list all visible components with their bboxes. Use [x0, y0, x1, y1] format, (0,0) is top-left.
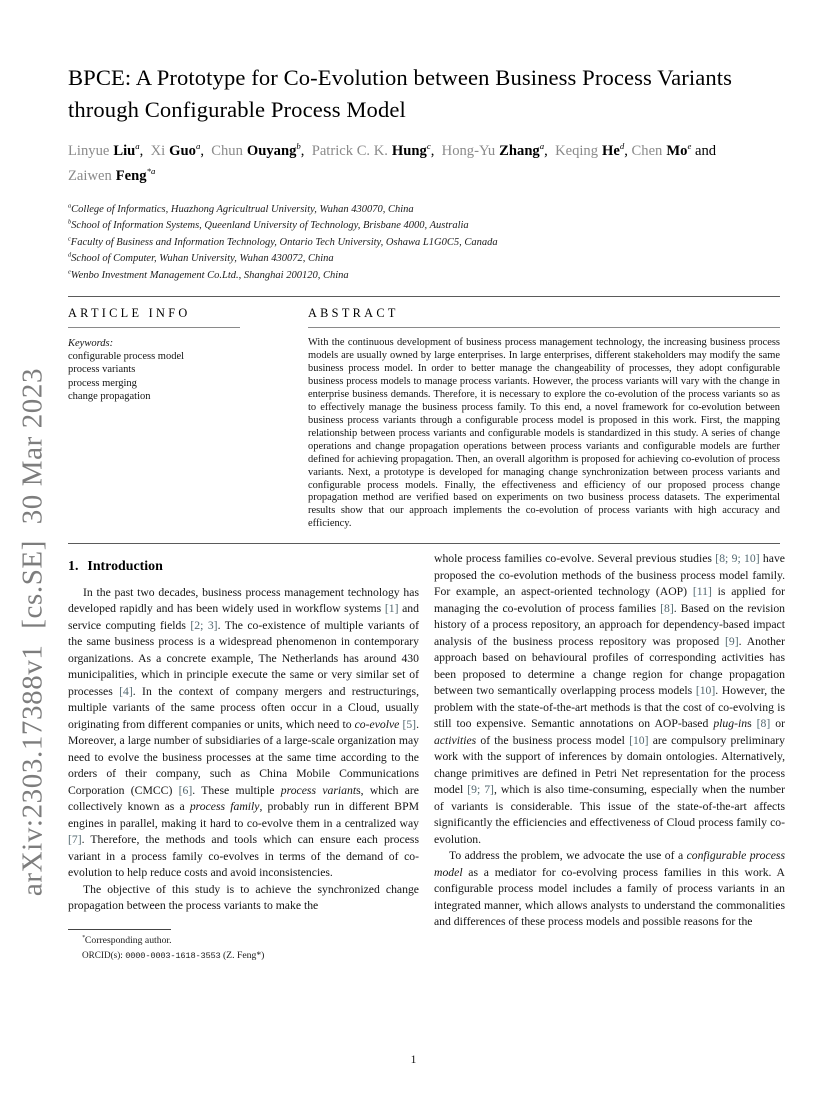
affiliation: [68, 218, 780, 234]
author: [632, 143, 720, 159]
author-separator: ,: [139, 143, 151, 159]
keyword-item: change propagation: [68, 390, 151, 402]
author-first-name: Patrick C. K.: [311, 143, 388, 159]
affiliation-mark: a: [68, 202, 72, 210]
author-separator: ,: [544, 143, 556, 159]
author-affiliation-mark: b: [296, 141, 301, 152]
keyword-item: process variants: [68, 364, 136, 376]
citation-link[interactable]: [5]: [402, 717, 417, 731]
corresponding-author-text: Corresponding author.: [84, 934, 172, 946]
text-run: . The co-existence of multiple variants of the same business process is a widespread phenomenon in contemporary organizations. As a concrete example, The Netherlands has around 430 municipalities, which in principle execute the same or very similar set of processes: [68, 618, 419, 698]
arxiv-watermark: arXiv:2303.17388v1 [cs.SE] 30 Mar 2023: [16, 367, 49, 897]
text-run: To address the problem, we advocate the use of a: [449, 849, 687, 863]
text-run: is applied for managing the co-evolution of process families: [434, 585, 786, 615]
orcid-label: ORCID(s):: [82, 950, 123, 961]
author: [68, 168, 155, 184]
text-run: The objective of this study is to achieve the synchronized change propagation between the process variants to make the: [68, 882, 419, 913]
text-run: . Therefore, the methods and tools which can ensure each process variant in a process family co-evolves in terms of the demand of co-evolution to help reduce costs and avoid inconsistencies.: [68, 833, 419, 880]
section-heading: [68, 559, 419, 576]
citation-link[interactable]: [11]: [692, 585, 712, 599]
abstract-text: With the continuous development of business process management technology, the increasing business process models are usually owned by large enterprises. In large enterprises, different stakeholders may modify the same business process model. In order to better manage the changeability of processes, they adopt configurable business process models to manage process variants. However, the process variants will vary with the change in enterprise business demands. Therefore, it is necessary to explore the co-evolution of the process variants so as to effectively manage the business process family. To this end, a novel framework for co-evolution between business process variants through a configurable process model is proposed in this work. First, the mapping relationship between process variants and configurable models is standardized in this study. A series of change operations and change propagation operations between process variants and configurable models are further defined for achieving propagation. Then, an overall algorithm is proposed for achieving co-evolution of process variants. Next, a prototype is developed for managing change synchronization between process variants and configurable process models. Finally, the effectiveness and efficiency of our proposed process change propagation method are verified based on experiments on two business process datasets. The experimental results show that our approach implements the co-evolution of process variants with high accuracy and efficiency.: [308, 337, 780, 530]
emphasis-text: plug-in: [713, 717, 748, 731]
divider-rule-body: [68, 543, 780, 544]
author-last-name: Liu: [113, 143, 136, 159]
author-affiliation-mark: c: [426, 141, 431, 152]
author-first-name: Hong-Yu: [441, 143, 496, 159]
author-last-name: Guo: [169, 143, 196, 159]
affiliation-text: Faculty of Business and Information Technology, Ontario Tech University, Oshawa L1G0C5, Canada: [70, 236, 498, 248]
text-run: . Moreover, a large number of subsidiaries of a large-scale organization may need to evolve the business processes at the same time according to the orders of their company, such as China Mobile Communications Corporation (CMCC): [68, 717, 419, 797]
footnote-rule: [68, 929, 171, 930]
author-separator: and: [691, 143, 720, 159]
author: [151, 143, 212, 159]
paper-title: BPCE: A Prototype for Co-Evolution between Business Process Variants through Configurable Process Model: [68, 65, 733, 122]
abstract-header: ABSTRACT: [308, 306, 780, 328]
author-affiliation-mark: e: [687, 141, 692, 152]
author-affiliation-mark: a: [195, 141, 201, 152]
info-abstract-block: [68, 306, 780, 531]
affiliation-mark: e: [68, 268, 71, 276]
author: [442, 143, 555, 159]
text-run: . However, the problem with the state-of-the-art methods is that the cost of co-evolving is still too expensive. Semantic annotations on AOP-based: [434, 684, 785, 731]
orcid-number[interactable]: 0000-0003-1618-3553: [125, 951, 221, 962]
text-run: whole process families co-evolve. Several previous studies: [434, 552, 716, 566]
author-last-name: He: [602, 143, 620, 159]
affiliation-text: School of Computer, Wuhan University, Wuhan 430072, China: [71, 253, 334, 265]
author: [211, 143, 311, 159]
affiliation-text: College of Informatics, Huazhong Agricultrual University, Wuhan 430070, China: [71, 204, 414, 215]
affiliation-mark: c: [68, 235, 71, 243]
author-first-name: Chun: [211, 143, 243, 159]
author-last-name: Zhang: [499, 143, 540, 159]
text-run: . Based on the revision history of a process repository, an approach for dependency-based impact analysis of the business process repository was proposed: [434, 601, 786, 648]
citation-link[interactable]: [8]: [660, 601, 674, 615]
intro-paragraph: [434, 848, 785, 931]
text-run: have proposed the co-evolution methods of the business process model family. For example, an aspect-oriented technology (AOP): [434, 552, 785, 599]
author-last-name: Feng: [115, 168, 147, 184]
intro-paragraph: [68, 882, 419, 915]
citation-link[interactable]: [4]: [119, 684, 133, 698]
emphasis-text: activities: [434, 733, 477, 747]
citation-link[interactable]: [8]: [756, 717, 771, 731]
author: [312, 143, 442, 159]
affiliation-mark: d: [68, 251, 72, 259]
text-run: s: [747, 717, 757, 731]
author-separator: ,: [430, 143, 442, 159]
divider-rule-top: [68, 296, 780, 297]
citation-link[interactable]: [9]: [725, 634, 739, 648]
citation-link[interactable]: [7]: [68, 833, 82, 847]
affiliation: [68, 251, 780, 267]
keywords-label: Keywords:: [68, 338, 114, 350]
author-first-name: Keqing: [555, 143, 599, 159]
corresponding-author-note: [68, 934, 419, 949]
author-affiliation-mark: a: [135, 141, 140, 152]
author-first-name: Linyue: [68, 143, 110, 159]
text-run: or: [770, 717, 785, 731]
author-last-name: Hung: [391, 143, 427, 159]
asterisk-mark: *: [82, 934, 85, 941]
author-separator: ,: [300, 143, 312, 159]
author-affiliation-mark: *a: [146, 166, 156, 177]
page-content: [68, 0, 786, 964]
affiliation-mark: b: [68, 218, 72, 226]
section-number: 1.: [68, 559, 79, 575]
text-run: , which is also time-consuming, especially when the number of variants is considerable. This issue of the state-of-the-art affects significantly the efficiencies and effectiveness of Cloud process family co-evolution.: [434, 783, 785, 846]
text-run: . In the context of company mergers and restructurings, multiple variants of the same process often occur in a Cloud, usually originating from different companies or units, which need to: [68, 684, 419, 731]
author-affiliation-mark: d: [619, 141, 625, 152]
text-run: as a mediator for co-evolving process families in this work. A configurable process model includes a family of process variants in an integrated manner, which allows analysts to understand the commonalities and differences of these process models and possible reasons for the: [434, 865, 785, 929]
page-number: 1: [410, 1054, 417, 1066]
citation-link[interactable]: [9; 7]: [467, 783, 494, 797]
author-first-name: Zaiwen: [68, 168, 112, 184]
orcid-name: (Z. Feng*): [222, 950, 265, 962]
abstract-column: [308, 306, 780, 531]
footnote-block: [68, 929, 419, 964]
citation-link[interactable]: [10]: [695, 684, 716, 698]
affiliation: [68, 235, 780, 251]
text-run: s, which are collectively known as a: [68, 783, 419, 814]
emphasis-text: process family: [189, 800, 260, 814]
intro-paragraph: [68, 585, 419, 882]
text-run: and service computing fields: [68, 602, 419, 632]
intro-paragraph: [434, 551, 785, 848]
affiliation-text: School of Information Systems, Queenland University of Technology, Brisbane 4000, Australia: [71, 220, 469, 232]
author-separator: ,: [200, 143, 212, 159]
author-first-name: Xi: [150, 143, 166, 159]
emphasis-text: process variant: [280, 783, 357, 797]
orcid-note: [68, 948, 419, 964]
article-info-column: [68, 306, 240, 531]
text-run: In the past two decades, business process management technology has developed rapidly and has been widely used in workflow systems: [68, 585, 419, 616]
keywords-block: [68, 337, 240, 403]
affiliation-list: [68, 202, 780, 284]
right-column: [434, 551, 785, 964]
citation-link[interactable]: [2; 3]: [190, 618, 218, 632]
body-columns: [68, 551, 786, 964]
author-first-name: Chen: [631, 143, 663, 159]
citation-link[interactable]: [8; 9; 10]: [715, 552, 760, 566]
text-run: are compulsory preliminary work with the support of inferences by domain ontologies. Alternatively, change primitives are defined in Petri Net representation for the process model: [434, 733, 786, 797]
keyword-item: process merging: [68, 377, 137, 389]
text-run: . Another approach based on behavioural profiles of corresponding activities has been proposed to determine a change region for change propagation between two semantically overlapping process models: [434, 634, 785, 698]
affiliation: [68, 202, 780, 218]
text-run: , probably run in different BPM engines in parallel, making it hard to co-evolve them in a centralized way: [68, 800, 419, 830]
text-run: of the business process model: [476, 733, 630, 747]
text-run: . These multiple: [192, 783, 281, 797]
section-title: Introduction: [87, 559, 163, 575]
author-list: [68, 139, 780, 189]
emphasis-text: configurable process model: [434, 849, 785, 879]
author-last-name: Ouyang: [246, 143, 297, 159]
author-last-name: Mo: [666, 143, 688, 159]
citation-link[interactable]: [10]: [629, 733, 649, 747]
keyword-item: configurable process model: [68, 351, 185, 363]
affiliation: [68, 268, 780, 284]
author-affiliation-mark: a: [539, 141, 545, 152]
citation-link[interactable]: [1]: [384, 602, 399, 616]
affiliation-text: Wenbo Investment Management Co.Ltd., Shanghai 200120, China: [70, 269, 349, 281]
citation-link[interactable]: [6]: [178, 783, 193, 797]
emphasis-text: co-evolve: [354, 717, 400, 731]
author: [68, 143, 151, 159]
author: [555, 143, 631, 159]
article-info-header: ARTICLE INFO: [68, 306, 240, 328]
left-column: [68, 551, 419, 964]
author-separator: ,: [624, 143, 632, 159]
